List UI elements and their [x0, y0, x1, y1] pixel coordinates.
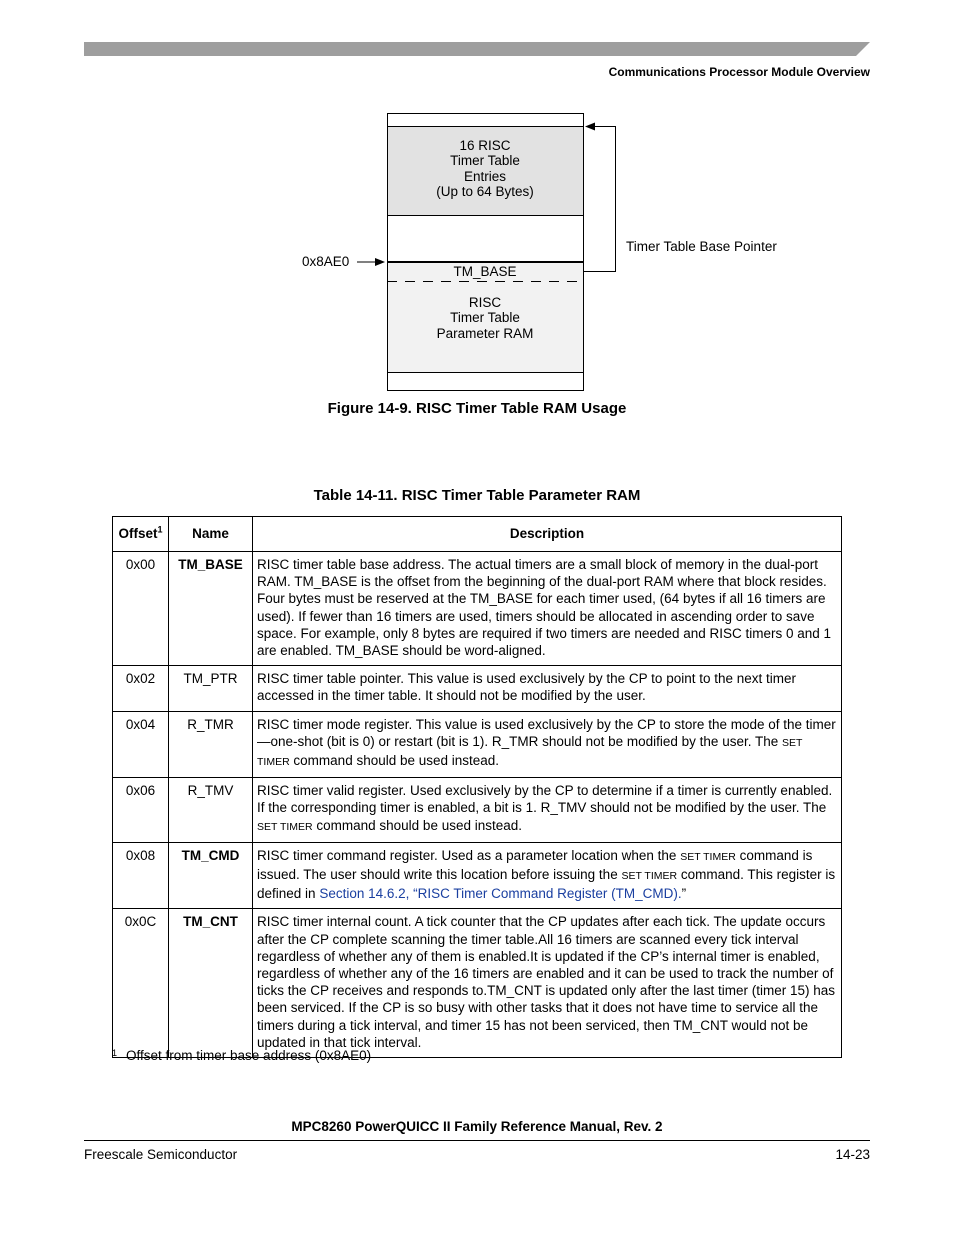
command-name: SET TIMER [257, 820, 313, 833]
param-line-3: Parameter RAM [436, 326, 534, 341]
table-caption: Table 14-11. RISC Timer Table Parameter RAM [313, 487, 641, 504]
entries-line-4: (Up to 64 Bytes) [436, 184, 534, 199]
param-line-1: RISC [468, 295, 502, 310]
name-cell: TM_PTR [169, 666, 253, 711]
pointer-label: Timer Table Base Pointer [626, 239, 777, 254]
footer-rule [84, 1140, 870, 1141]
entries-line-3: Entries [463, 169, 507, 184]
pointer-bracket [584, 127, 616, 272]
name-cell: R_TMR [169, 711, 253, 778]
footnote-number: 1 [112, 1048, 118, 1058]
command-name: SET TIMER [680, 850, 736, 863]
description-header: Description [253, 517, 842, 552]
address-label: 0x8AE0 [302, 254, 350, 269]
description-cell: RISC timer valid register. Used exclusively by the CP to determine if a timer is currently enabled. If the corresponding timer is enabled, a bit is 1. R_TMV should not be modified by the user. The SET TIMER command should be used instead. [253, 778, 842, 843]
offset-header: Offset$^1$ [113, 517, 169, 552]
offset-cell: 0x00 [113, 552, 169, 666]
name-cell: R_TMV [169, 778, 253, 843]
param-line-2: Timer Table [450, 310, 520, 325]
offset-cell: 0x08 [113, 842, 169, 909]
offset-cell: 0x06 [113, 778, 169, 843]
section-link[interactable]: Section 14.6.2, “RISC Timer Command Register (TM_CMD). [319, 886, 682, 902]
table-row [113, 842, 842, 909]
name-cell: TM_CNT [169, 909, 253, 1058]
footnote-text: Offset from timer base address (0x8AE0) [126, 1048, 372, 1063]
section-title: Communications Processor Module Overview [608, 65, 870, 79]
offset-cell: 0x04 [113, 711, 169, 778]
name-cell: TM_CMD [169, 842, 253, 909]
table-footnote [112, 1048, 371, 1063]
table-row [113, 711, 842, 778]
name-header: Name [169, 517, 253, 552]
tm-base-label: TM_BASE [453, 264, 517, 279]
entries-line-2: Timer Table [450, 153, 520, 168]
table-header-row [113, 517, 842, 552]
manual-title: MPC8260 PowerQUICC II Family Reference Manual, Rev. 2 [291, 1119, 663, 1134]
name-cell: TM_BASE [169, 552, 253, 666]
offset-cell: 0x02 [113, 666, 169, 711]
description-cell: RISC timer internal count. A tick counter that the CP updates after each tick. The update occurs after the CP complete scanning the timer table.All 16 timers are scanned every tick interval regardless of whether any of them is enabled.It is updated if the CP’s internal timer is enabled, regardless of whether any of the 16 timers are enabled and it can be used to track the number of ticks the CP receives and responds to.TM_CNT is updated only after the last timer (timer 15) has been serviced. If the CP is so busy with other tasks that it does not have time to service all the timers during a tick interval, and timer 15 has not been serviced, then TM_CNT would not be updated in that tick interval. [253, 909, 842, 1058]
offset-cell: 0x0C [113, 909, 169, 1058]
pointer-arrowhead [585, 123, 595, 131]
footer-company: Freescale Semiconductor [84, 1147, 238, 1162]
description-cell: RISC timer mode register. This value is used exclusively by the CP to store the mode of the timer—one-shot (bit is 0) or restart (bit is 1). R_TMR should not be modified by the user. The SET TIMER command should be used instead. [253, 711, 842, 778]
address-arrowhead [375, 258, 385, 266]
command-name: SET TIMER [257, 736, 803, 769]
timer-table-diagram [0, 0, 954, 400]
footer-page-number: 14-23 [835, 1147, 870, 1162]
description-cell: RISC timer table base address. The actual timers are a small block of memory in the dual-port RAM. TM_BASE is the offset from the beginning of the dual-port RAM where that block resides. Four bytes must be reserved at the TM_BASE for each timer used, (64 bytes if all 16 timers are used). If fewer than 16 timers are used, timers should be allocated in ascending order to save space. For example, only 8 bytes are required if two timers are needed and RISC timers 0 and 1 are enabled. TM_BASE should be word-aligned. [253, 552, 842, 666]
table-row [113, 666, 842, 711]
command-name: SET TIMER [621, 870, 678, 883]
table-row [113, 552, 842, 666]
description-cell: RISC timer command register. Used as a parameter location when the SET TIMER command is issued. The user should write this location before issuing the SET TIMER command. This register is defined in Section 14.6.2, “RISC Timer Command Register (TM_CMD).” [253, 842, 842, 909]
table-row [113, 909, 842, 1058]
figure-caption: Figure 14-9. RISC Timer Table RAM Usage [327, 400, 627, 417]
table-row [113, 778, 842, 843]
description-cell: RISC timer table pointer. This value is used exclusively by the CP to point to the next timer accessed in the timer table. It should not be modified by the user. [253, 666, 842, 711]
parameter-table [112, 516, 842, 1058]
entries-line-1: 16 RISC [459, 138, 511, 153]
